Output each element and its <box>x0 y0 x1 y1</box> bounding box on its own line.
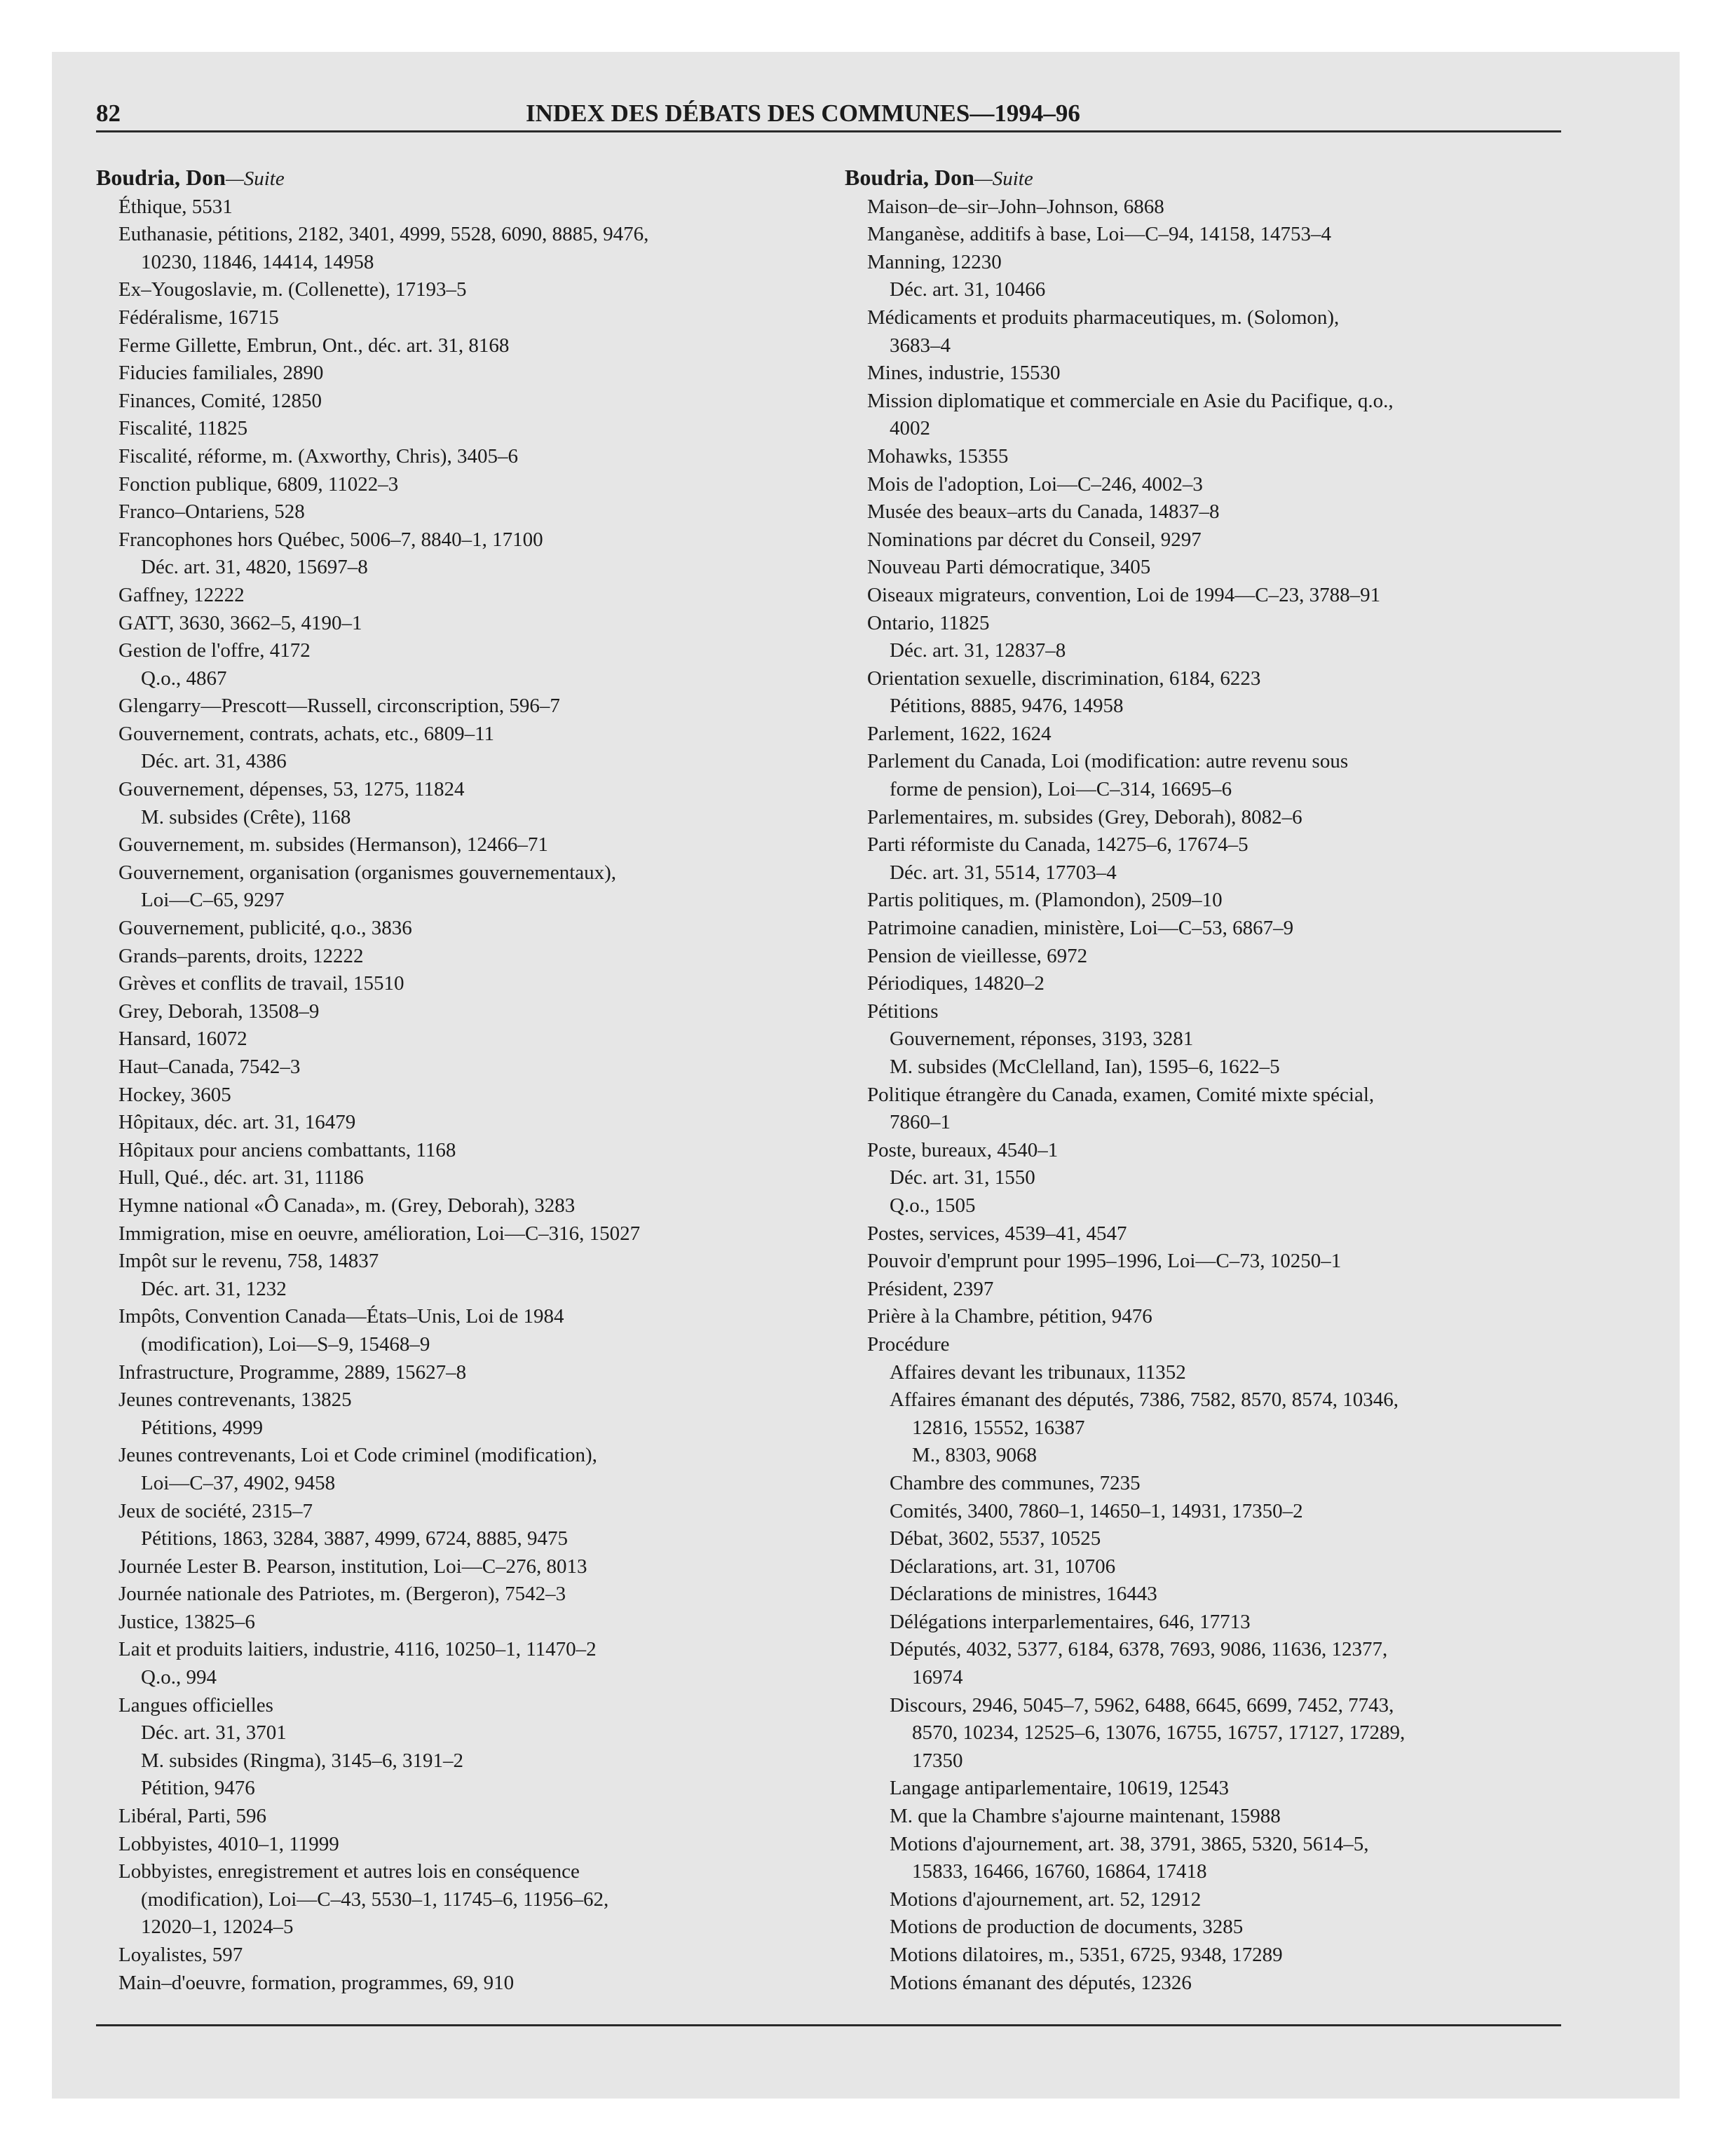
entry-line: Grands–parents, droits, 12222 <box>118 944 364 967</box>
index-entry <box>96 1053 825 1082</box>
index-entry <box>845 1192 1574 1220</box>
entry-line: Parti réformiste du Canada, 14275–6, 17674–5 <box>867 833 1248 857</box>
index-entry <box>845 388 1574 443</box>
index-entry <box>96 637 825 665</box>
right-column <box>845 164 1574 1997</box>
entry-line: Q.o., 4867 <box>141 667 227 690</box>
entry-line: Jeunes contrevenants, Loi et Code criminel (modification), <box>118 1444 597 1467</box>
left-column-heading <box>96 164 825 193</box>
entry-line: Impôt sur le revenu, 758, 14837 <box>118 1250 379 1273</box>
index-entry <box>96 1109 825 1137</box>
entry-line: Mission diplomatique et commerciale en Asie du Pacifique, q.o., <box>867 389 1394 412</box>
index-entry <box>96 193 825 221</box>
index-entry <box>845 831 1574 859</box>
index-entry <box>845 1276 1574 1304</box>
index-entry <box>845 1025 1574 1053</box>
entry-line: Finances, Comité, 12850 <box>118 389 322 412</box>
entry-continuation-line: 8570, 10234, 12525–6, 13076, 16755, 16757, 17127, 17289, <box>912 1721 1406 1745</box>
entry-line: Députés, 4032, 5377, 6184, 6378, 7693, 9086, 11636, 12377, <box>890 1638 1388 1661</box>
index-entry <box>96 970 825 998</box>
index-entry <box>96 831 825 859</box>
entry-line: Gouvernement, publicité, q.o., 3836 <box>118 917 412 940</box>
index-entry <box>845 1609 1574 1637</box>
entry-line: Loyalistes, 597 <box>118 1944 243 1966</box>
entry-line: Nominations par décret du Conseil, 9297 <box>867 528 1202 551</box>
entry-line: Affaires devant les tribunaux, 11352 <box>890 1360 1186 1384</box>
index-entry <box>845 998 1574 1026</box>
entry-line: Grey, Deborah, 13508–9 <box>118 999 320 1023</box>
entry-line: Pension de vieillesse, 6972 <box>867 944 1088 967</box>
entry-continuation-line: (modification), Loi—S–9, 15468–9 <box>141 1332 430 1356</box>
index-entry <box>845 1831 1574 1886</box>
index-entry <box>96 1192 825 1220</box>
entry-line: Langage antiparlementaire, 10619, 12543 <box>890 1777 1229 1800</box>
entry-line: Glengarry—Prescott—Russell, circonscription, 596–7 <box>118 695 560 718</box>
entry-line: Déclarations, art. 31, 10706 <box>890 1555 1116 1578</box>
index-entry <box>96 859 825 915</box>
index-entry <box>96 915 825 943</box>
index-entry <box>845 1886 1574 1914</box>
entry-line: Ontario, 11825 <box>867 611 990 634</box>
index-entry <box>845 859 1574 887</box>
entry-line: Poste, bureaux, 4540–1 <box>867 1138 1059 1161</box>
entry-line: Ex–Yougoslavie, m. (Collenette), 17193–5 <box>118 278 467 301</box>
index-entry <box>96 415 825 443</box>
entry-line: Fiscalité, réforme, m. (Axworthy, Chris), 3405–6 <box>118 444 518 468</box>
index-entry <box>96 1636 825 1664</box>
index-entry <box>96 1747 825 1775</box>
index-entry <box>845 915 1574 943</box>
entry-continuation-line: 12816, 15552, 16387 <box>912 1416 1085 1439</box>
entry-line: Musée des beaux–arts du Canada, 14837–8 <box>867 500 1220 524</box>
left-entries <box>96 193 825 1998</box>
index-entry <box>96 1082 825 1110</box>
entry-line: Débat, 3602, 5537, 10525 <box>890 1527 1101 1550</box>
entry-line: Postes, services, 4539–41, 4547 <box>867 1222 1127 1245</box>
entry-continuation-line: 12020–1, 12024–5 <box>141 1916 294 1939</box>
entry-line: Motions d'ajournement, art. 52, 12912 <box>890 1888 1202 1911</box>
index-entry <box>845 471 1574 499</box>
entry-line: Langues officielles <box>118 1693 273 1717</box>
index-entry <box>96 748 825 776</box>
entry-line: Déc. art. 31, 4386 <box>141 750 287 773</box>
entry-continuation-line: (modification), Loi—C–43, 5530–1, 11745–6, 11956–62, <box>141 1888 609 1911</box>
entry-line: Motions dilatoires, m., 5351, 6725, 9348, 17289 <box>890 1944 1283 1966</box>
entry-line: Journée Lester B. Pearson, institution, Loi—C–276, 8013 <box>118 1555 587 1578</box>
index-entry <box>96 1775 825 1803</box>
entry-line: Président, 2397 <box>867 1277 994 1300</box>
index-entry <box>96 1553 825 1581</box>
entry-continuation-line: 4002 <box>890 417 930 440</box>
index-entry <box>845 360 1574 388</box>
index-entry <box>96 582 825 610</box>
entry-line: Franco–Ontariens, 528 <box>118 500 305 524</box>
index-entry <box>96 776 825 804</box>
index-entry <box>96 1803 825 1831</box>
entry-line: Oiseaux migrateurs, convention, Loi de 1994—C–23, 3788–91 <box>867 583 1381 606</box>
entry-line: M., 8303, 9068 <box>912 1444 1037 1467</box>
index-entry <box>96 1220 825 1248</box>
right-entries <box>845 193 1574 1998</box>
entry-line: Mohawks, 15355 <box>867 444 1009 468</box>
entry-line: Grèves et conflits de travail, 15510 <box>118 972 404 995</box>
index-entry <box>96 1609 825 1637</box>
index-entry <box>96 1414 825 1442</box>
index-entry <box>845 193 1574 221</box>
entry-line: Main–d'oeuvre, formation, programmes, 69, 910 <box>118 1971 515 1994</box>
entry-line: Mines, industrie, 15530 <box>867 362 1061 385</box>
entry-line: Gouvernement, dépenses, 53, 1275, 11824 <box>118 778 465 801</box>
entry-line: Déc. art. 31, 5514, 17703–4 <box>890 861 1117 884</box>
entry-line: Justice, 13825–6 <box>118 1610 255 1633</box>
index-entry <box>845 1775 1574 1803</box>
index-entry <box>845 1220 1574 1248</box>
entry-line: Gouvernement, m. subsides (Hermanson), 12466–71 <box>118 833 548 857</box>
entry-line: M. que la Chambre s'ajourne maintenant, 15988 <box>890 1805 1281 1828</box>
entry-line: Déc. art. 31, 4820, 15697–8 <box>141 556 368 579</box>
entry-line: Hull, Qué., déc. art. 31, 11186 <box>118 1166 364 1189</box>
entry-line: M. subsides (McClelland, Ian), 1595–6, 1622–5 <box>890 1056 1280 1078</box>
entry-line: Parlement du Canada, Loi (modification: autre revenu sous <box>867 750 1349 773</box>
entry-line: Hôpitaux, déc. art. 31, 16479 <box>118 1111 356 1134</box>
entry-line: Patrimoine canadien, ministère, Loi—C–53, 6867–9 <box>867 917 1294 940</box>
index-entry <box>845 554 1574 582</box>
index-entry <box>96 1442 825 1497</box>
entry-line: Maison–de–sir–John–Johnson, 6868 <box>867 195 1164 218</box>
index-entry <box>96 388 825 416</box>
index-entry <box>96 1719 825 1747</box>
index-entry <box>96 1581 825 1609</box>
entry-line: Gaffney, 12222 <box>118 583 245 606</box>
entry-line: Parlement, 1622, 1624 <box>867 722 1052 745</box>
left-column <box>96 164 825 1997</box>
index-entry <box>96 1386 825 1414</box>
entry-line: Lait et produits laitiers, industrie, 4116, 10250–1, 11470–2 <box>118 1638 597 1661</box>
index-entry <box>845 1164 1574 1192</box>
index-entry <box>96 1858 825 1942</box>
heading-suite: —Suite <box>225 168 285 190</box>
index-entry <box>96 1692 825 1720</box>
index-entry <box>96 665 825 693</box>
entry-line: Hôpitaux pour anciens combattants, 1168 <box>118 1138 456 1161</box>
entry-line: Périodiques, 14820–2 <box>867 972 1045 995</box>
entry-line: Haut–Canada, 7542–3 <box>118 1056 301 1078</box>
index-entry <box>96 332 825 360</box>
header-rule <box>96 130 1561 132</box>
index-entry <box>96 692 825 721</box>
index-entry <box>96 526 825 554</box>
index-entry <box>845 221 1574 249</box>
entry-line: Nouveau Parti démocratique, 3405 <box>867 556 1151 579</box>
entry-continuation-line: Loi—C–37, 4902, 9458 <box>141 1471 336 1494</box>
entry-line: Déclarations de ministres, 16443 <box>890 1583 1157 1606</box>
entry-continuation-line: forme de pension), Loi—C–314, 16695–6 <box>890 778 1232 801</box>
entry-line: Fonction publique, 6809, 11022–3 <box>118 472 399 496</box>
index-entry <box>845 1803 1574 1831</box>
index-entry <box>845 692 1574 721</box>
entry-line: M. subsides (Ringma), 3145–6, 3191–2 <box>141 1749 463 1772</box>
index-entry <box>845 1692 1574 1775</box>
entry-line: Impôts, Convention Canada—États–Unis, Loi de 1984 <box>118 1305 564 1328</box>
index-entry <box>845 1053 1574 1082</box>
entry-line: Orientation sexuelle, discrimination, 6184, 6223 <box>867 667 1261 690</box>
entry-line: Libéral, Parti, 596 <box>118 1805 267 1828</box>
index-entry <box>96 1137 825 1165</box>
entry-line: Éthique, 5531 <box>118 195 233 218</box>
index-entry <box>845 498 1574 526</box>
index-entry <box>845 304 1574 360</box>
index-entry <box>845 665 1574 693</box>
entry-continuation-line: 7860–1 <box>890 1111 951 1134</box>
index-entry <box>845 748 1574 803</box>
index-entry <box>96 721 825 749</box>
entry-line: Euthanasie, pétitions, 2182, 3401, 4999, 5528, 6090, 8885, 9476, <box>118 223 649 246</box>
index-entry <box>96 1664 825 1692</box>
index-entry <box>96 1025 825 1053</box>
entry-line: Gouvernement, contrats, achats, etc., 6809–11 <box>118 722 495 745</box>
index-entry <box>845 1970 1574 1998</box>
entry-line: Gouvernement, organisation (organismes gouvernementaux), <box>118 861 617 884</box>
index-entry <box>96 1164 825 1192</box>
index-entry <box>96 1248 825 1276</box>
index-entry <box>845 887 1574 915</box>
index-entry <box>96 498 825 526</box>
entry-line: Médicaments et produits pharmaceutiques, m. (Solomon), <box>867 306 1340 329</box>
entry-continuation-line: 16974 <box>912 1666 963 1689</box>
page-number: 82 <box>96 100 121 127</box>
index-entry <box>96 360 825 388</box>
entry-line: Pétitions, 4999 <box>141 1416 264 1439</box>
heading-name: Boudria, Don <box>96 165 226 190</box>
entry-line: GATT, 3630, 3662–5, 4190–1 <box>118 611 362 634</box>
heading-name: Boudria, Don <box>845 165 974 190</box>
entry-line: Fédéralisme, 16715 <box>118 306 279 329</box>
entry-line: Pétition, 9476 <box>141 1777 255 1800</box>
entry-line: Manganèse, additifs à base, Loi—C–94, 14158, 14753–4 <box>867 223 1332 246</box>
entry-line: Francophones hors Québec, 5006–7, 8840–1, 17100 <box>118 528 543 551</box>
entry-line: Comités, 3400, 7860–1, 14650–1, 14931, 17350–2 <box>890 1499 1303 1522</box>
index-entry <box>96 1498 825 1526</box>
entry-line: Lobbyistes, enregistrement et autres lois en conséquence <box>118 1860 580 1883</box>
right-column-heading <box>845 164 1574 193</box>
index-entry <box>96 1831 825 1859</box>
entry-line: Pétitions <box>867 999 939 1023</box>
index-entry <box>96 804 825 832</box>
entry-continuation-line: Loi—C–65, 9297 <box>141 889 285 912</box>
entry-line: Q.o., 994 <box>141 1666 217 1689</box>
entry-line: Déc. art. 31, 3701 <box>141 1721 287 1745</box>
index-entry <box>96 610 825 638</box>
entry-line: Procédure <box>867 1332 950 1356</box>
index-entry <box>845 1331 1574 1359</box>
index-entry <box>96 998 825 1026</box>
entry-line: Ferme Gillette, Embrun, Ont., déc. art. 31, 8168 <box>118 334 510 357</box>
index-entry <box>845 1498 1574 1526</box>
index-entry <box>845 443 1574 471</box>
index-entry <box>845 526 1574 554</box>
index-entry <box>845 1248 1574 1276</box>
entry-line: M. subsides (Crête), 1168 <box>141 805 351 828</box>
entry-line: Hymne national «Ô Canada», m. (Grey, Deborah), 3283 <box>118 1194 576 1217</box>
entry-line: Jeux de société, 2315–7 <box>118 1499 313 1522</box>
entry-line: Manning, 12230 <box>867 250 1002 273</box>
index-entry <box>845 1581 1574 1609</box>
entry-line: Immigration, mise en oeuvre, amélioration, Loi—C–316, 15027 <box>118 1222 641 1245</box>
entry-continuation-line: 3683–4 <box>890 334 951 357</box>
index-entry <box>845 1442 1574 1470</box>
index-entry <box>96 943 825 971</box>
index-entry <box>96 1525 825 1553</box>
index-entry <box>845 1470 1574 1498</box>
index-entry <box>96 304 825 332</box>
entry-line: Partis politiques, m. (Plamondon), 2509–10 <box>867 889 1223 912</box>
index-entry <box>845 249 1574 277</box>
footer-rule <box>96 2024 1561 2026</box>
index-entry <box>845 1553 1574 1581</box>
entry-line: Gestion de l'offre, 4172 <box>118 639 311 662</box>
entry-line: Chambre des communes, 7235 <box>890 1471 1141 1494</box>
entry-line: Q.o., 1505 <box>890 1194 976 1217</box>
index-entry <box>845 970 1574 998</box>
entry-line: Déc. art. 31, 1232 <box>141 1277 287 1300</box>
entry-line: Discours, 2946, 5045–7, 5962, 6488, 6645, 6699, 7452, 7743, <box>890 1693 1394 1717</box>
index-entry <box>845 276 1574 304</box>
entry-line: Affaires émanant des députés, 7386, 7582, 8570, 8574, 10346, <box>890 1389 1399 1412</box>
entry-continuation-line: 17350 <box>912 1749 963 1772</box>
index-entry <box>96 443 825 471</box>
entry-line: Pouvoir d'emprunt pour 1995–1996, Loi—C–73, 10250–1 <box>867 1250 1342 1273</box>
entry-line: Politique étrangère du Canada, examen, Comité mixte spécial, <box>867 1083 1375 1106</box>
entry-line: Motions émanant des députés, 12326 <box>890 1971 1192 1994</box>
entry-line: Hockey, 3605 <box>118 1083 231 1106</box>
index-entry <box>845 1913 1574 1942</box>
entry-continuation-line: 15833, 16466, 16760, 16864, 17418 <box>912 1860 1207 1883</box>
entry-line: Fiducies familiales, 2890 <box>118 362 324 385</box>
entry-line: Pétitions, 1863, 3284, 3887, 4999, 6724, 8885, 9475 <box>141 1527 569 1550</box>
entry-line: Hansard, 16072 <box>118 1028 247 1051</box>
entry-line: Déc. art. 31, 1550 <box>890 1166 1035 1189</box>
index-entry <box>845 610 1574 638</box>
index-entry <box>96 276 825 304</box>
entry-line: Fiscalité, 11825 <box>118 417 248 440</box>
entry-line: Déc. art. 31, 12837–8 <box>890 639 1066 662</box>
index-entry <box>845 721 1574 749</box>
entry-line: Parlementaires, m. subsides (Grey, Deborah), 8082–6 <box>867 805 1302 828</box>
index-entry <box>845 1636 1574 1691</box>
index-entry <box>845 943 1574 971</box>
entry-line: Délégations interparlementaires, 646, 17713 <box>890 1610 1251 1633</box>
index-entry <box>96 471 825 499</box>
entry-line: Prière à la Chambre, pétition, 9476 <box>867 1305 1152 1328</box>
entry-line: Lobbyistes, 4010–1, 11999 <box>118 1832 339 1855</box>
index-entry <box>96 554 825 582</box>
index-entry <box>96 221 825 276</box>
entry-continuation-line: 10230, 11846, 14414, 14958 <box>141 250 374 273</box>
entry-line: Jeunes contrevenants, 13825 <box>118 1389 352 1412</box>
index-entry <box>96 1276 825 1304</box>
index-entry <box>845 582 1574 610</box>
running-header-title: INDEX DES DÉBATS DES COMMUNES—1994–96 <box>526 100 1080 127</box>
index-entry <box>845 804 1574 832</box>
index-entry <box>845 1525 1574 1553</box>
entry-line: Mois de l'adoption, Loi—C–246, 4002–3 <box>867 472 1203 496</box>
entry-line: Gouvernement, réponses, 3193, 3281 <box>890 1028 1194 1051</box>
entry-line: Motions d'ajournement, art. 38, 3791, 3865, 5320, 5614–5, <box>890 1832 1369 1855</box>
index-entry <box>96 1303 825 1358</box>
index-entry <box>845 1359 1574 1387</box>
entry-line: Motions de production de documents, 3285 <box>890 1916 1244 1939</box>
index-entry <box>96 1359 825 1387</box>
index-entry <box>845 1303 1574 1331</box>
index-entry <box>845 1137 1574 1165</box>
index-entry <box>845 1942 1574 1970</box>
index-entry <box>845 1386 1574 1442</box>
index-entry <box>96 1970 825 1998</box>
index-entry <box>96 1942 825 1970</box>
heading-suite: —Suite <box>974 168 1033 190</box>
entry-line: Infrastructure, Programme, 2889, 15627–8 <box>118 1360 467 1384</box>
entry-line: Journée nationale des Patriotes, m. (Bergeron), 7542–3 <box>118 1583 566 1606</box>
index-entry <box>845 637 1574 665</box>
entry-line: Déc. art. 31, 10466 <box>890 278 1046 301</box>
index-entry <box>845 1082 1574 1137</box>
entry-line: Pétitions, 8885, 9476, 14958 <box>890 695 1124 718</box>
